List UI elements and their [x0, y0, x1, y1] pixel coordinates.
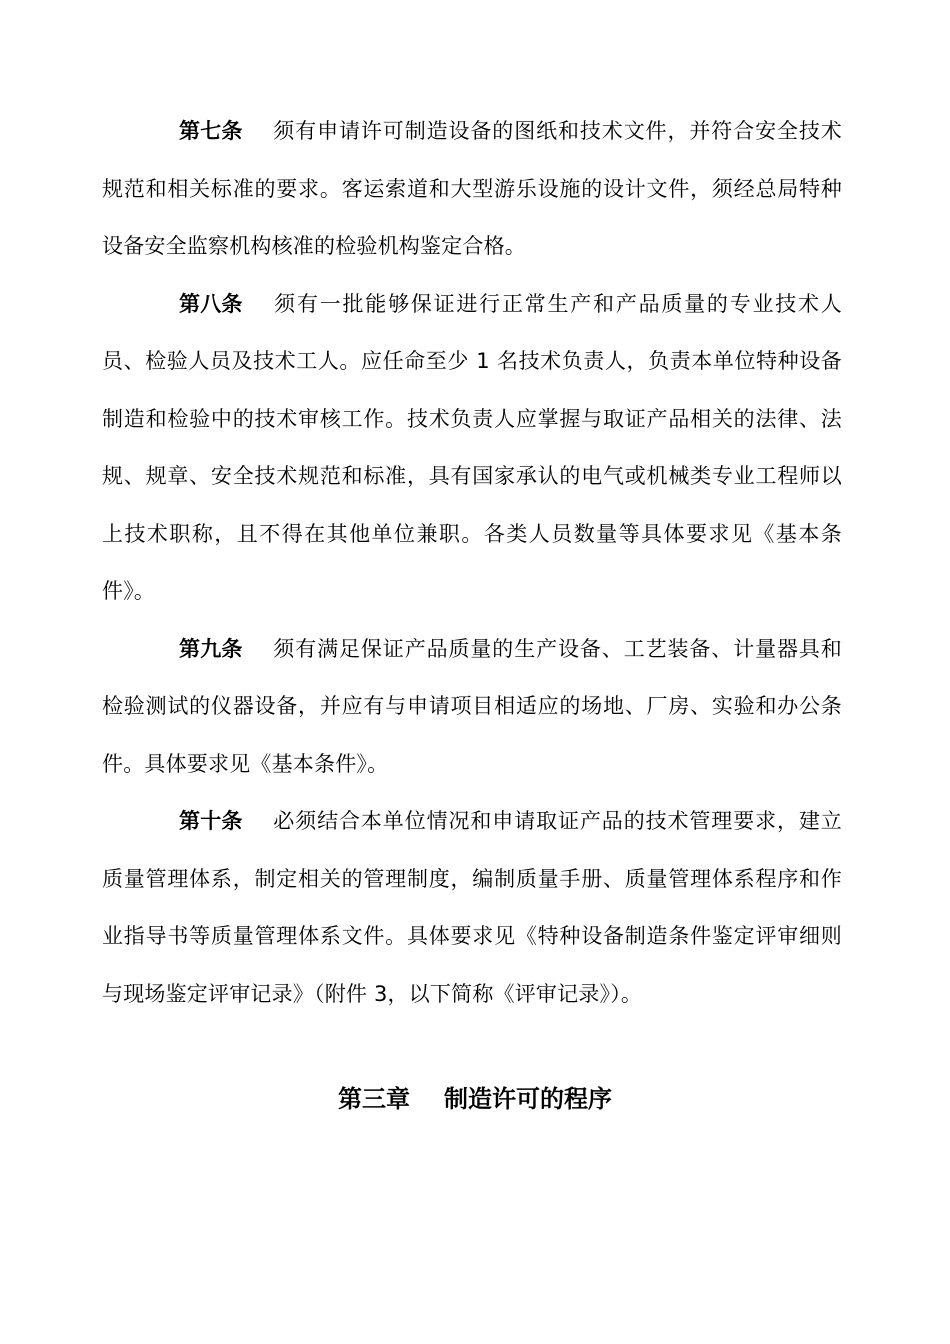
article-8: [102, 276, 842, 621]
document-body: [102, 103, 842, 1023]
article-text: 须有满足保证产品质量的生产设备、工艺装备、计量器具和检验测试的仪器设备，并应有与申请项目相适应的场地、厂房、实验和办公条件。具体要求见《基本条件》。: [102, 636, 842, 776]
article-label: 第八条: [179, 291, 243, 316]
article-text: 须有一批能够保证进行正常生产和产品质量的专业技术人员、检验人员及技术工人。应任命至少 1 名技术负责人，负责本单位特种设备制造和检验中的技术审核工作。技术负责人应掌握与取证产品相关的法律、法规、规章、安全技术规范和标准，具有国家承认的电气或机械类专业工程师以上技术职称，且不得在其他单位兼职。各类人员数量等具体要求见《基本条件》。: [102, 291, 842, 603]
article-text: 必须结合本单位情况和申请取证产品的技术管理要求，建立质量管理体系，制定相关的管理制度，编制质量手册、质量管理体系程序和作业指导书等质量管理体系文件。具体要求见《特种设备制造条件鉴定评审细则与现场鉴定评审记录》（附件 3，以下简称《评审记录》）。: [102, 809, 842, 1006]
article-text: 须有申请许可制造设备的图纸和技术文件，并符合安全技术规范和相关标准的要求。客运索道和大型游乐设施的设计文件，须经总局特种设备安全监察机构核准的检验机构鉴定合格。: [102, 119, 842, 258]
article-label: 第十条: [179, 809, 243, 833]
article-10: [102, 793, 842, 1023]
article-7: [102, 103, 842, 276]
chapter-heading: [0, 1075, 950, 1123]
article-label: 第七条: [179, 119, 243, 143]
chapter-title: 制造许可的程序: [444, 1085, 612, 1113]
chapter-number: 第三章: [338, 1085, 410, 1113]
article-9: [102, 621, 842, 794]
article-label: 第九条: [179, 636, 243, 661]
